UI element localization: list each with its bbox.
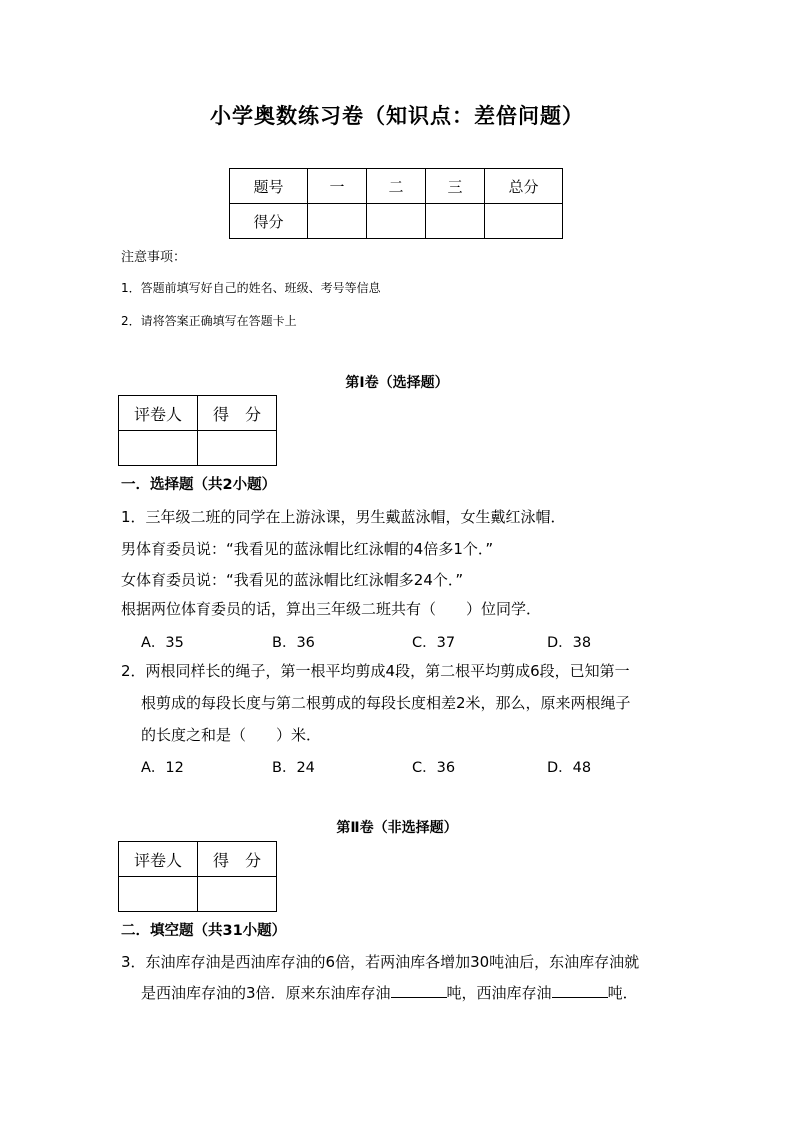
q2-option-c[interactable]: C．36 — [412, 760, 456, 776]
q1-option-b[interactable]: B．36 — [272, 635, 315, 651]
score-row-label: 得分 — [230, 204, 308, 239]
score-header-cell: 总分 — [485, 169, 563, 204]
q3-line — [141, 982, 638, 1003]
q2-line: 根剪成的每段长度与第二根剪成的每段长度相差2米，那么，原来两根绳子 — [141, 694, 631, 712]
notes-title: 注意事项： — [121, 250, 187, 265]
part2-title: 二．填空题（共31小题） — [121, 923, 287, 939]
volume2-grader-table — [118, 841, 277, 912]
score-header-cell: 题号 — [230, 169, 308, 204]
q1-line: 根据两位体育委员的话，算出三年级二班共有（ ）位同学． — [121, 600, 542, 618]
score-cell[interactable] — [198, 877, 277, 912]
volume1-title: 第Ⅰ卷（选择题） — [345, 375, 449, 391]
score-table-score-row — [230, 204, 563, 239]
part1-title: 一．选择题（共2小题） — [121, 477, 277, 493]
score-cell[interactable] — [198, 431, 277, 466]
q1-option-c[interactable]: C．37 — [412, 635, 456, 651]
answer-blank-east[interactable] — [391, 983, 447, 998]
q3-text: 吨． — [607, 984, 638, 1002]
grader-label: 评卷人 — [119, 396, 198, 431]
q1-option-d[interactable]: D．38 — [547, 635, 592, 651]
page-title: 小学奥数练习卷（知识点：差倍问题） — [210, 104, 584, 128]
q3-text: 吨，西油库存油 — [446, 984, 552, 1002]
score-cell[interactable] — [367, 204, 426, 239]
grader-label: 评卷人 — [119, 842, 198, 877]
score-cell[interactable] — [308, 204, 367, 239]
score-cell[interactable] — [485, 204, 563, 239]
score-table-header-row — [230, 169, 563, 204]
q1-line: 男体育委员说：“我看见的蓝泳帽比红泳帽的4倍多1个．” — [121, 540, 494, 558]
q2-line: 的长度之和是（ ）米． — [141, 726, 322, 744]
score-cell[interactable] — [426, 204, 485, 239]
q1-line: 女体育委员说：“我看见的蓝泳帽比红泳帽多24个．” — [121, 571, 464, 589]
q2-option-b[interactable]: B．24 — [272, 760, 315, 776]
q2-option-d[interactable]: D．48 — [547, 760, 592, 776]
score-header-cell: 二 — [367, 169, 426, 204]
q2-option-a[interactable]: A．12 — [141, 760, 184, 776]
score-table — [229, 168, 563, 239]
score-label: 得 分 — [198, 396, 277, 431]
q3-text: 是西油库存油的3倍．原来东油库存油 — [141, 984, 391, 1002]
score-header-cell: 一 — [308, 169, 367, 204]
grader-cell[interactable] — [119, 431, 198, 466]
score-label: 得 分 — [198, 842, 277, 877]
q1-option-a[interactable]: A．35 — [141, 635, 184, 651]
volume2-title: 第Ⅱ卷（非选择题） — [336, 820, 458, 836]
volume1-grader-table — [118, 395, 277, 466]
q3-line: 3．东油库存油是西油库存油的6倍，若两油库各增加30吨油后，东油库存油就 — [121, 953, 640, 971]
note-item: 2．请将答案正确填写在答题卡上 — [121, 314, 297, 328]
answer-blank-west[interactable] — [552, 983, 608, 998]
q1-line: 1．三年级二班的同学在上游泳课，男生戴蓝泳帽，女生戴红泳帽． — [121, 508, 566, 526]
note-item: 1．答题前填写好自己的姓名、班级、考号等信息 — [121, 281, 381, 295]
grader-cell[interactable] — [119, 877, 198, 912]
q2-line: 2．两根同样长的绳子，第一根平均剪成4段，第二根平均剪成6段，已知第一 — [121, 662, 630, 680]
score-header-cell: 三 — [426, 169, 485, 204]
